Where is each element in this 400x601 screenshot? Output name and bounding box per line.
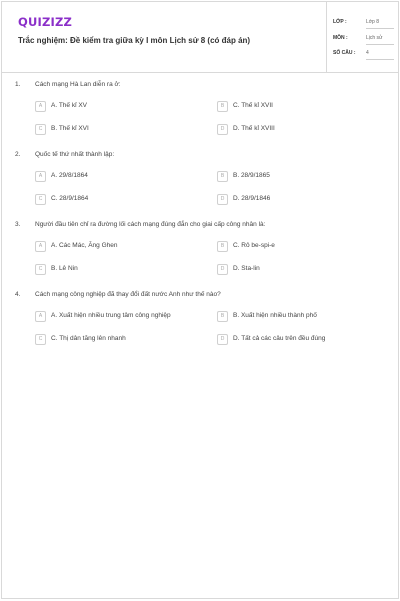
option-letter-box: C [35, 264, 46, 275]
question-number: 3. [15, 221, 21, 228]
option-letter-box: A [35, 171, 46, 182]
option-letter-box: D [217, 334, 228, 345]
meta-value: 4 [366, 50, 394, 60]
meta-row-subject [333, 32, 397, 46]
option-text: D. Tất cả các câu trên đều đúng [233, 335, 326, 342]
option-text: A. Các Mác, Ăng Ghen [51, 242, 118, 249]
option-text: C. Rô be-spi-e [233, 242, 275, 249]
option-text: C. Thị dân tăng lên nhanh [51, 335, 126, 342]
meta-label: LỚP : [333, 19, 347, 25]
option-letter-box: D [217, 264, 228, 275]
option-text: A. Xuất hiện nhiều trung tâm công nghiệp [51, 312, 171, 319]
option-letter-box: A [35, 311, 46, 322]
option-text: B. Lê Nin [51, 265, 78, 272]
question-number: 1. [15, 81, 21, 88]
option-text: B. Xuất hiện nhiều thành phố [233, 312, 317, 319]
question-text: Quốc tế thứ nhất thành lập: [35, 151, 115, 158]
option-letter-box: C [35, 124, 46, 135]
meta-panel [326, 2, 400, 72]
worksheet-header [2, 2, 398, 73]
worksheet-title: Trắc nghiệm: Đề kiểm tra giữa kỳ I môn Lịch sử 8 (có đáp án) [18, 36, 251, 45]
option-text: D. Sta-lin [233, 265, 260, 272]
meta-row-class [333, 16, 397, 30]
option-text: D. Thế kỉ XVIII [233, 125, 275, 132]
meta-row-count [333, 47, 397, 61]
worksheet-page [1, 1, 399, 599]
option-text: A. Thế kỉ XV [51, 102, 88, 109]
option-text: B. 28/9/1865 [233, 172, 270, 179]
question-text: Người đầu tiên chỉ ra đường lối cách mạng đúng đắn cho giai cấp công nhân là: [35, 221, 266, 228]
option-text: A. 29/8/1864 [51, 172, 88, 179]
option-letter-box: B [217, 101, 228, 112]
option-letter-box: B [217, 241, 228, 252]
quizizz-logo: QUIZIZZ [18, 15, 73, 29]
option-letter-box: B [217, 311, 228, 322]
option-letter-box: D [217, 194, 228, 205]
meta-value: Lớp 8 [366, 19, 394, 29]
meta-label: SỐ CÂU : [333, 50, 356, 56]
option-letter-box: C [35, 194, 46, 205]
option-text: B. Thế kỉ XVI [51, 125, 89, 132]
question-number: 4. [15, 291, 21, 298]
question-number: 2. [15, 151, 21, 158]
option-text: C. Thế kỉ XVII [233, 102, 273, 109]
option-letter-box: B [217, 171, 228, 182]
option-letter-box: C [35, 334, 46, 345]
option-letter-box: A [35, 101, 46, 112]
question-text: Cách mạng công nghiệp đã thay đổi đất nước Anh như thế nào? [35, 291, 221, 298]
meta-label: MÔN : [333, 35, 348, 41]
option-letter-box: D [217, 124, 228, 135]
meta-value: Lịch sử [366, 35, 394, 45]
option-text: C. 28/9/1864 [51, 195, 89, 202]
option-text: D. 28/9/1846 [233, 195, 271, 202]
option-letter-box: A [35, 241, 46, 252]
question-text: Cách mạng Hà Lan diễn ra ở: [35, 81, 121, 88]
